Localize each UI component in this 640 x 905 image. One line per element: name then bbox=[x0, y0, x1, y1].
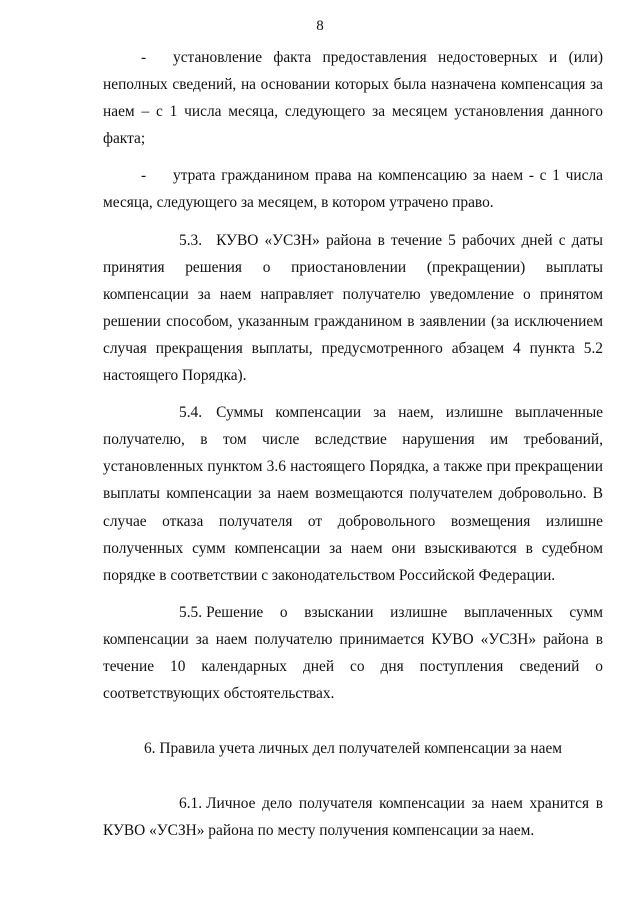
clause-5-4 bbox=[103, 399, 603, 589]
clause-text: Личное дело получателя компенсации за наем хранится в КУВО «УСЗН» района по месту получения компенсации за наем. bbox=[103, 795, 603, 840]
page-number: 8 bbox=[316, 18, 324, 34]
spacer bbox=[103, 589, 603, 599]
bullet-dash: - bbox=[141, 167, 147, 185]
clause-number: 5.4. bbox=[179, 404, 203, 422]
clause-text: КУВО «УСЗН» района в течение 5 рабочих дней с даты принятия решения о приостановлении (прекращении) выплаты компенсации за наем направляет получателю уведомление о принятом решении способом, указанным гражданином в заявлении (за исключением случая прекращения выплаты, предусмотренного абзацем 4 пункта 5.2 настоящего Порядка). bbox=[103, 231, 603, 385]
clause-6-1 bbox=[103, 790, 603, 844]
spacer bbox=[103, 152, 603, 162]
clause-number: 5.5. bbox=[179, 603, 203, 621]
clause-5-5 bbox=[103, 599, 603, 707]
spacer bbox=[103, 389, 603, 399]
clause-text: Решение о взыскании излишне выплаченных сумм компенсации за наем получателю принимается КУВО «УСЗН» района в течение 10 календарных дней со дня поступления сведений о соответствующих обстоятельствах. bbox=[103, 603, 603, 703]
bullet-item bbox=[103, 44, 603, 152]
bullet-dash: - bbox=[141, 49, 147, 66]
clause-number: 5.3. bbox=[179, 231, 203, 249]
clause-5-3 bbox=[103, 227, 603, 390]
spacer bbox=[103, 217, 603, 227]
document-body bbox=[103, 44, 603, 844]
bullet-text: утрата гражданином права на компенсацию за наем - с 1 числа месяца, следующего за месяцем, в котором утрачено право. bbox=[103, 167, 603, 212]
bullet-item bbox=[103, 162, 603, 216]
clause-text: Суммы компенсации за наем, излишне выплаченные получателю, в том числе вследствие нарушения им требований, установленных пунктом 3.6 настоящего Порядка, а также при прекращении выплаты компенсации за наем возмещаются получателем добровольно. В случае отказа получателя от добровольного возмещения излишне полученных сумм компенсации за наем они взыскиваются в судебном порядке в соответствии с законодательством Российской Федерации. bbox=[103, 404, 603, 584]
section-heading: 6. Правила учета личных дел получателей компенсации за наем bbox=[143, 740, 563, 758]
spacer bbox=[103, 707, 603, 735]
spacer bbox=[103, 762, 603, 790]
bullet-text: установление факта предоставления недостоверных и (или) неполных сведений, на основании которых была назначена компенсация за наем – с 1 числа месяца, следующего за месяцем установления данного факта; bbox=[103, 49, 603, 148]
clause-number: 6.1. bbox=[179, 795, 203, 813]
